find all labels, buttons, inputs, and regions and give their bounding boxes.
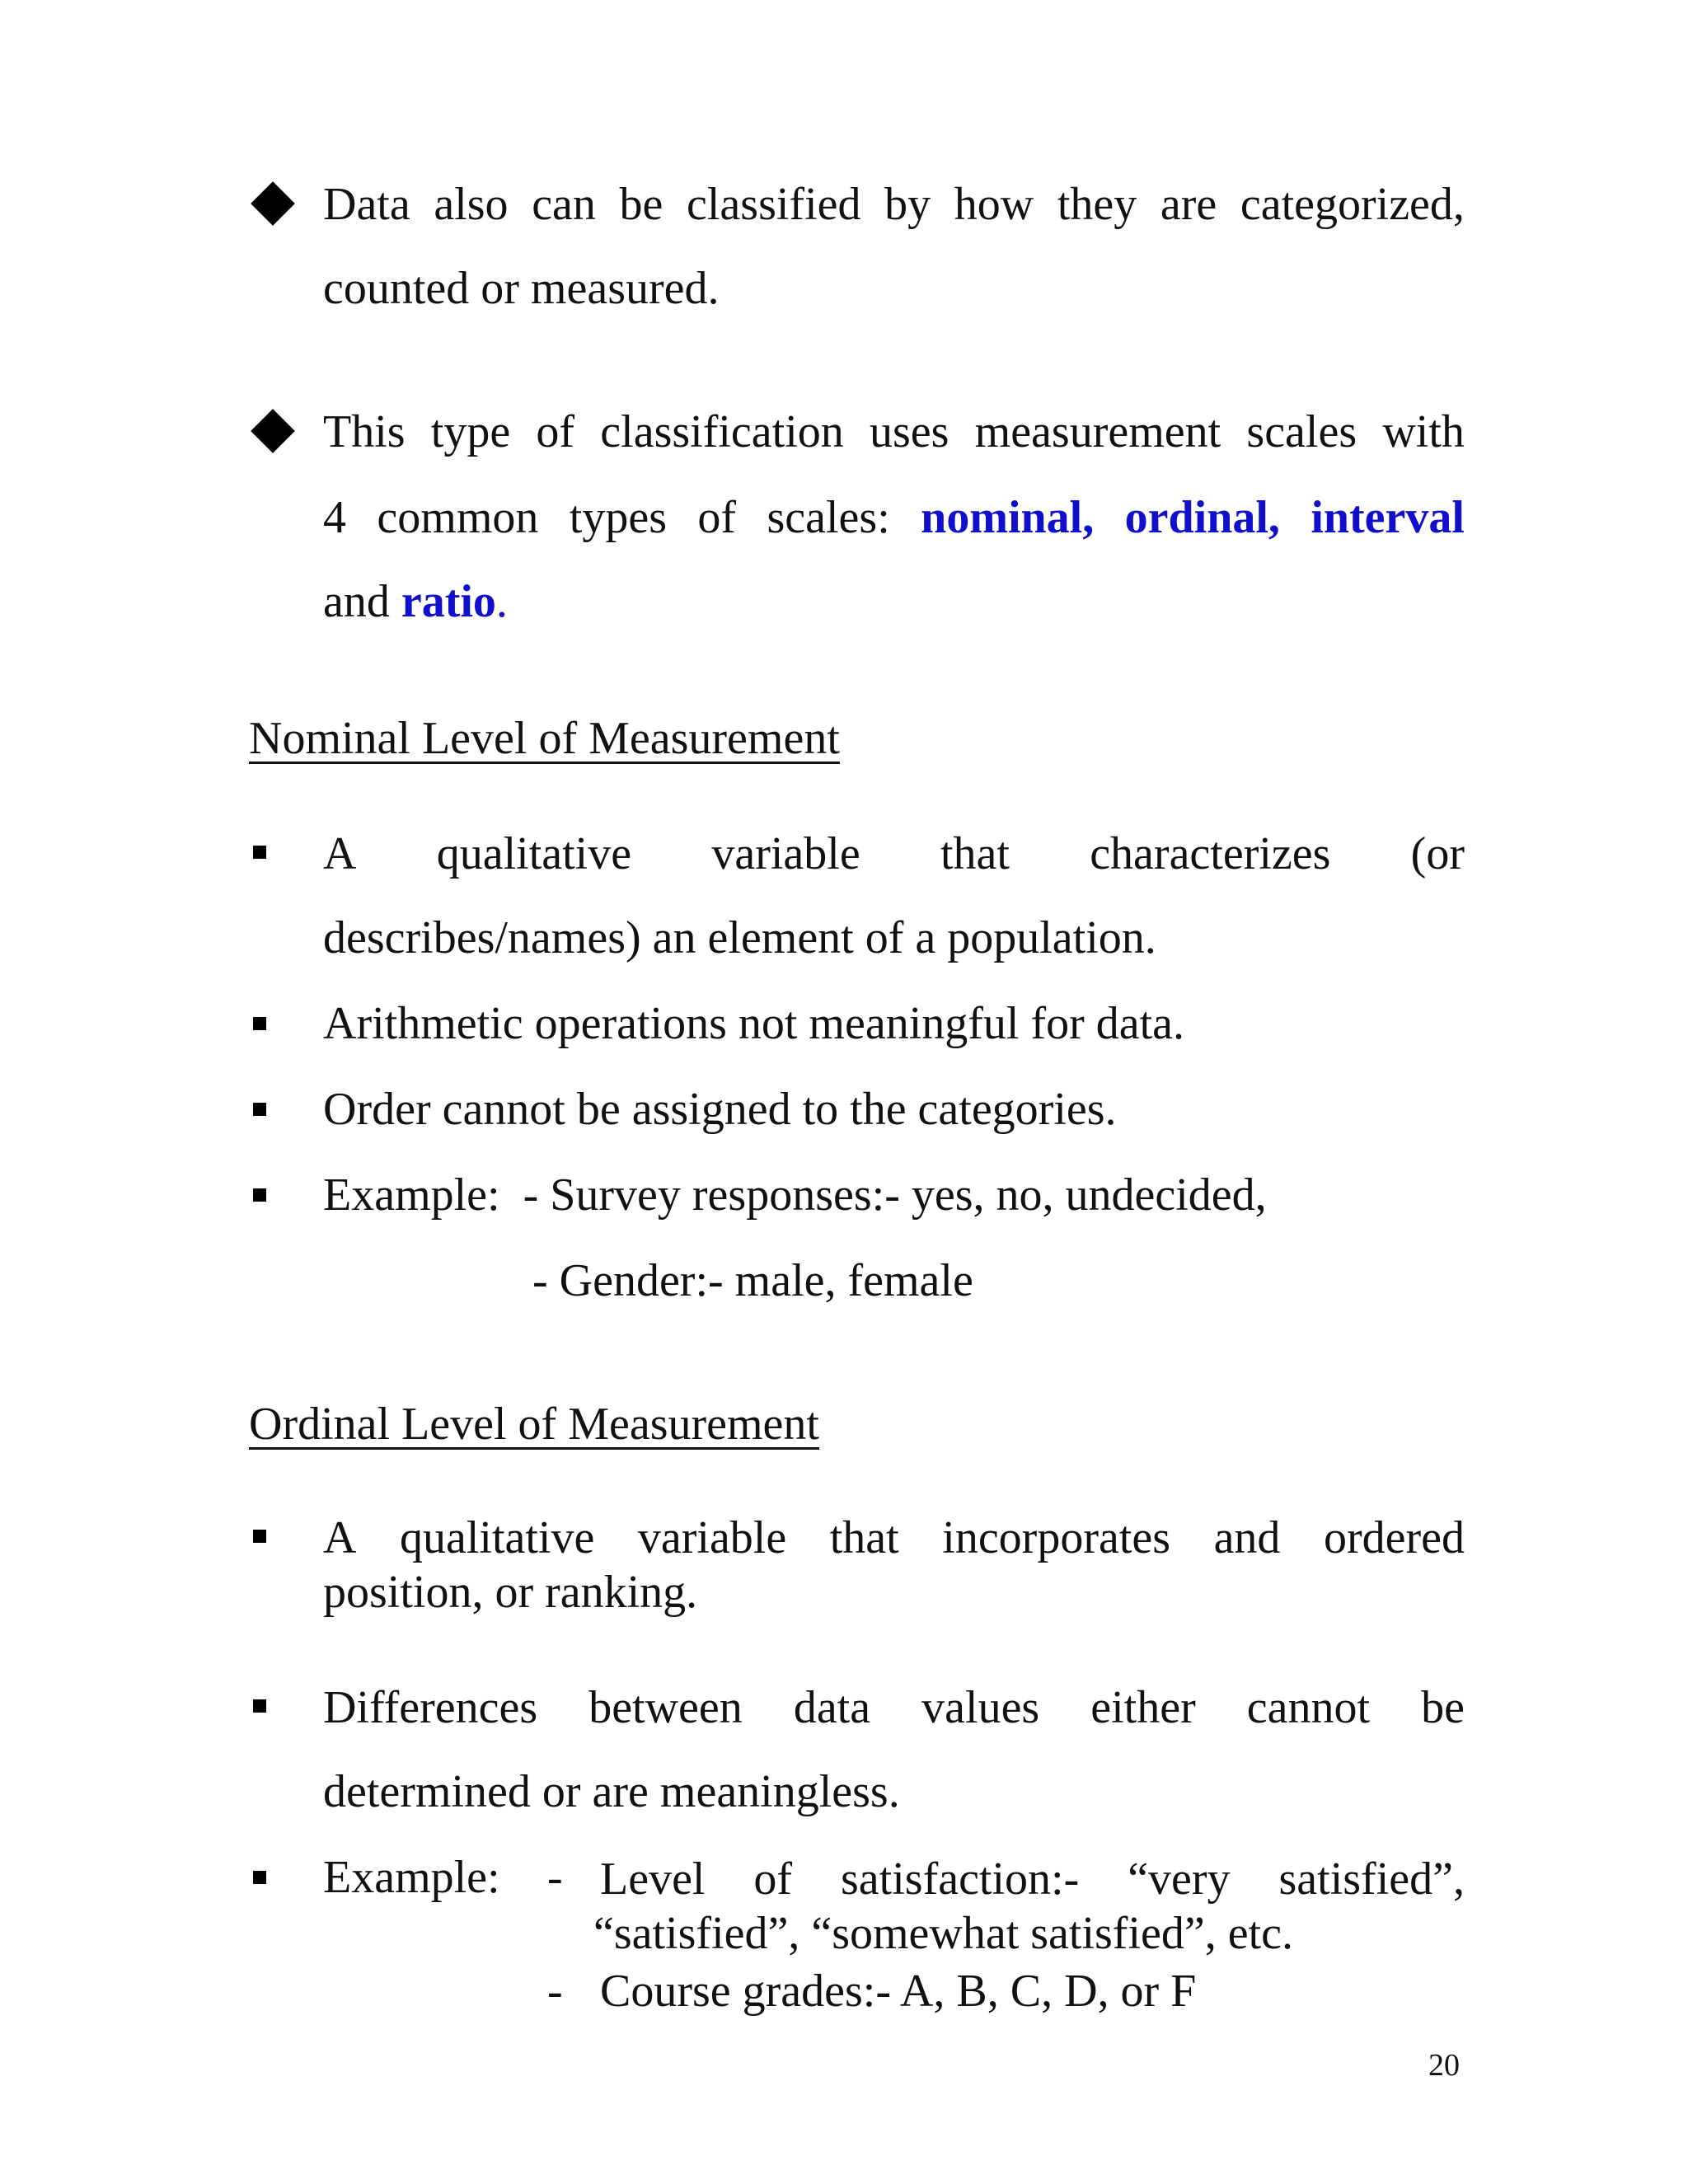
ordinal-b3-word: “very xyxy=(1128,1854,1231,1905)
ordinal-bullet-3-line-2: “satisfied”, “somewhat satisfied”, etc. xyxy=(593,1908,1293,1959)
nominal-heading: Nominal Level of Measurement xyxy=(249,713,840,764)
square-bullet-icon xyxy=(253,1699,266,1713)
intro-b1-word: they xyxy=(1057,179,1137,230)
ordinal-b2-word: between xyxy=(588,1682,743,1733)
intro-b2-word: type xyxy=(430,406,511,457)
square-bullet-icon xyxy=(253,1103,266,1116)
and-word: and xyxy=(323,576,390,627)
square-bullet-icon xyxy=(253,1017,266,1030)
ordinal-example-dash-2: - xyxy=(547,1966,563,2017)
ordinal-bullet-3-line-3: Course grades:- A, B, C, D, or F xyxy=(600,1966,1197,2017)
ordinal-b3-word: of xyxy=(753,1854,793,1905)
term-nominal: nominal xyxy=(921,492,1083,543)
intro-b1-word: categorized, xyxy=(1240,179,1465,230)
intro-b1-word: classified xyxy=(687,179,861,230)
intro-b2-line2-word: of xyxy=(697,492,737,543)
nominal-term-group xyxy=(921,491,1094,544)
ordinal-b2-word: values xyxy=(921,1682,1040,1733)
ordinal-b1-word: qualitative xyxy=(399,1512,595,1563)
intro-b2-line2-word: 4 xyxy=(323,492,346,543)
ordinal-b3-word: satisfied”, xyxy=(1278,1854,1465,1905)
nominal-b1-word: characterizes xyxy=(1090,828,1331,879)
ordinal-b1-word: A xyxy=(323,1512,357,1563)
ordinal-b2-word: cannot xyxy=(1246,1682,1371,1733)
intro-b1-word: also xyxy=(434,179,509,230)
intro-b2-word: of xyxy=(536,406,575,457)
nominal-bullet-4-line-2: - Gender:- male, female xyxy=(532,1255,973,1306)
intro-bullet-1-line-1 xyxy=(323,178,1465,231)
intro-b2-line2-word: common xyxy=(377,492,539,543)
ordinal-b1-word: ordered xyxy=(1323,1512,1465,1563)
intro-b2-word: scales xyxy=(1246,406,1357,457)
diamond-bullet-icon xyxy=(251,181,295,226)
comma: , xyxy=(1082,492,1095,543)
ordinal-heading: Ordinal Level of Measurement xyxy=(249,1399,819,1450)
ordinal-bullet-2-line-2: determined or are meaningless. xyxy=(323,1766,900,1817)
intro-b1-word: are xyxy=(1160,179,1217,230)
term-interval: interval xyxy=(1311,492,1465,543)
square-bullet-icon xyxy=(253,1530,266,1543)
ordinal-b1-word: incorporates xyxy=(942,1512,1171,1563)
ordinal-bullet-2-line-1 xyxy=(323,1681,1465,1734)
intro-b2-line2-word: types xyxy=(569,492,668,543)
ordinal-bullet-1-line-1 xyxy=(323,1511,1465,1564)
intro-b2-word: with xyxy=(1382,406,1465,457)
ordinal-bullet-3-line-1 xyxy=(600,1853,1465,1905)
ordinal-b1-word: variable xyxy=(637,1512,787,1563)
period: . xyxy=(495,576,508,627)
intro-b2-word: uses xyxy=(869,406,950,457)
square-bullet-icon xyxy=(253,1188,266,1202)
intro-b2-word: classification xyxy=(600,406,844,457)
nominal-bullet-2: Arithmetic operations not meaningful for data. xyxy=(323,998,1185,1049)
ordinal-bullet-1-line-2: position, or ranking. xyxy=(323,1567,698,1618)
intro-b1-word: be xyxy=(619,179,663,230)
term-ordinal: ordinal xyxy=(1124,492,1268,543)
ordinal-b3-word: satisfaction:- xyxy=(841,1854,1080,1905)
intro-b2-word: measurement xyxy=(974,406,1221,457)
nominal-bullet-4-line-1: Example: - Survey responses:- yes, no, undecided, xyxy=(323,1169,1267,1221)
ordinal-example-label: Example: xyxy=(323,1852,500,1903)
nominal-bullet-1-line-2: describes/names) an element of a population. xyxy=(323,912,1156,963)
intro-bullet-2-line-1 xyxy=(323,405,1465,458)
intro-bullet-1-line-2: counted or measured. xyxy=(323,263,720,314)
nominal-b1-word: variable xyxy=(711,828,860,879)
page-number: 20 xyxy=(1428,2048,1460,2083)
nominal-bullet-1-line-1 xyxy=(323,827,1465,880)
square-bullet-icon xyxy=(253,846,266,859)
intro-b2-line2-word: scales: xyxy=(767,492,890,543)
intro-b1-word: Data xyxy=(323,179,410,230)
diamond-bullet-icon xyxy=(251,409,295,453)
ordinal-b2-word: either xyxy=(1090,1682,1196,1733)
nominal-b1-word: that xyxy=(940,828,1010,879)
ordinal-b3-word: Level xyxy=(600,1854,706,1905)
ordinal-b1-word: that xyxy=(829,1512,899,1563)
nominal-b1-word: A xyxy=(323,828,357,879)
ordinal-example-dash-1: - xyxy=(547,1852,563,1903)
ordinal-b2-word: Differences xyxy=(323,1682,538,1733)
comma: , xyxy=(1268,492,1280,543)
intro-b1-word: can xyxy=(532,179,596,230)
intro-bullet-2-line-3 xyxy=(323,577,508,626)
ordinal-b2-word: data xyxy=(793,1682,871,1733)
intro-b1-word: how xyxy=(954,179,1034,230)
term-ratio: ratio xyxy=(401,576,496,627)
square-bullet-icon xyxy=(253,1871,266,1884)
ordinal-b1-word: and xyxy=(1213,1512,1281,1563)
intro-b1-word: by xyxy=(884,179,931,230)
intro-b2-word: This xyxy=(323,406,406,457)
nominal-b1-word: (or xyxy=(1410,828,1465,879)
ordinal-b2-word: be xyxy=(1421,1682,1465,1733)
intro-bullet-2-line-2 xyxy=(323,491,1465,544)
ordinal-term-group xyxy=(1125,491,1280,544)
nominal-bullet-3: Order cannot be assigned to the categories. xyxy=(323,1084,1117,1135)
nominal-b1-word: qualitative xyxy=(436,828,632,879)
